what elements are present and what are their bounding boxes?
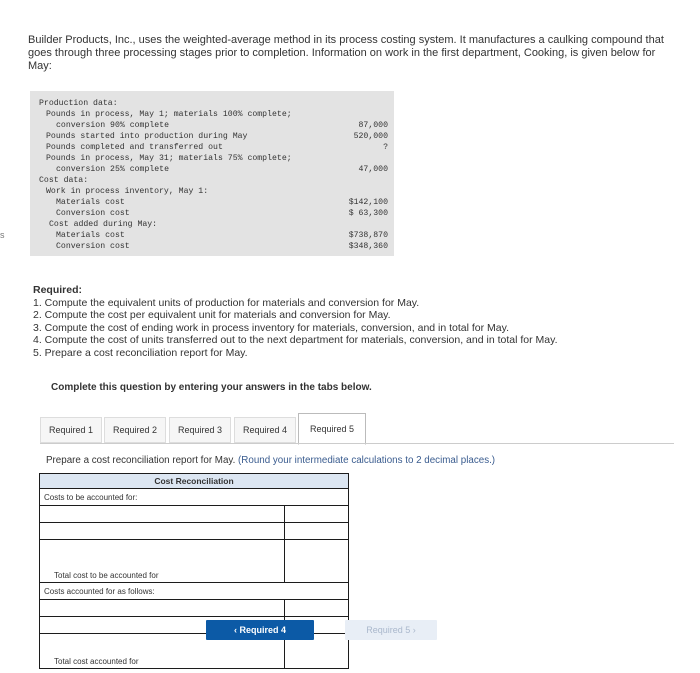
tab-required-3[interactable]: Required 3 (169, 417, 231, 443)
next-button-label: Required 5 (366, 625, 411, 635)
entry-amount-input[interactable] (289, 507, 344, 521)
data-row: Pounds in process, May 1; materials 100% complete; (46, 110, 292, 119)
data-row: Materials cost $738,870 (56, 231, 388, 240)
required-section (33, 284, 673, 360)
total-to-account-input[interactable] (289, 566, 344, 580)
chevron-left-icon: ‹ (233, 625, 237, 635)
required-title: Required: (33, 284, 83, 296)
data-row: Conversion cost $ 63,300 (56, 209, 388, 218)
tab-required-4[interactable]: Required 4 (234, 417, 296, 443)
tab-required-2[interactable]: Required 2 (104, 417, 166, 443)
required-item: 4. Compute the cost of units transferred out to the next department for materials, conversion, and in total for May. (33, 334, 558, 347)
prev-required-button[interactable] (206, 620, 314, 640)
entry-label-cell[interactable] (40, 506, 285, 523)
data-row: Cost added during May: (49, 220, 158, 229)
entry-label-input[interactable] (44, 507, 280, 521)
edge-fragment-text: s (0, 230, 5, 240)
prompt-note: (Round your intermediate calculations to 2 decimal places.) (238, 455, 496, 466)
required-item: 1. Compute the equivalent units of production for materials and conversion for May. (33, 296, 420, 309)
required-item: 2. Compute the cost per equivalent unit for materials and conversion for May. (33, 309, 391, 322)
entry-amount-input[interactable] (289, 601, 344, 615)
entry-amount-cell[interactable] (284, 600, 348, 617)
tab-divider (40, 443, 674, 444)
instruction-text: Complete this question by entering your answers in the tabs below. (51, 382, 372, 393)
total-to-account-label: Total cost to be accounted for (40, 540, 285, 583)
total-to-account-cell[interactable] (284, 540, 348, 583)
data-row: Conversion cost $348,360 (56, 242, 388, 251)
data-row: Production data: (39, 99, 118, 108)
data-row: Cost data: (39, 176, 89, 185)
entry-label-input[interactable] (44, 524, 280, 538)
table-header: Cost Reconciliation (40, 474, 349, 489)
required-item: 3. Compute the cost of ending work in process inventory for materials, conversion, and in total for May. (33, 321, 510, 334)
data-row: Work in process inventory, May 1: (46, 187, 209, 196)
entry-amount-cell[interactable] (284, 523, 348, 540)
chevron-right-icon: › (412, 625, 416, 635)
data-row: Pounds in process, May 31; materials 75% complete; (46, 154, 292, 163)
accounted-as-label: Costs accounted for as follows: (40, 583, 349, 600)
next-required-button[interactable] (345, 620, 437, 640)
entry-label-cell[interactable] (40, 600, 285, 617)
prompt-text: Prepare a cost reconciliation report for May. (46, 455, 236, 466)
entry-label-cell[interactable] (40, 523, 285, 540)
entry-amount-input[interactable] (289, 524, 344, 538)
tab-required-1[interactable]: Required 1 (40, 417, 102, 443)
tab-required-5[interactable]: Required 5 (298, 413, 366, 445)
total-accounted-label: Total cost accounted for (40, 634, 285, 669)
data-row: Materials cost $142,100 (56, 198, 388, 207)
data-row: conversion 90% complete 87,000 (56, 121, 388, 130)
total-accounted-input[interactable] (289, 652, 344, 666)
costs-to-account-label: Costs to be accounted for: (40, 489, 349, 506)
prev-button-label: Required 4 (239, 625, 287, 635)
problem-intro: Builder Products, Inc., uses the weighted-average method in its process costing system. It manufactures a caulking compound that goes through three processing stages prior to completion. Information on work in the first department, Cooking, is given below for May: (28, 34, 664, 72)
data-row: conversion 25% complete 47,000 (56, 165, 388, 174)
tab-prompt (46, 455, 495, 466)
data-row: Pounds started into production during May 520,000 (46, 132, 388, 141)
data-table (30, 91, 394, 256)
entry-label-input[interactable] (44, 601, 280, 615)
entry-amount-cell[interactable] (284, 506, 348, 523)
required-item: 5. Prepare a cost reconciliation report for May. (33, 346, 248, 359)
data-row: Pounds completed and transferred out ? (46, 143, 388, 152)
tab-bar (40, 413, 370, 445)
